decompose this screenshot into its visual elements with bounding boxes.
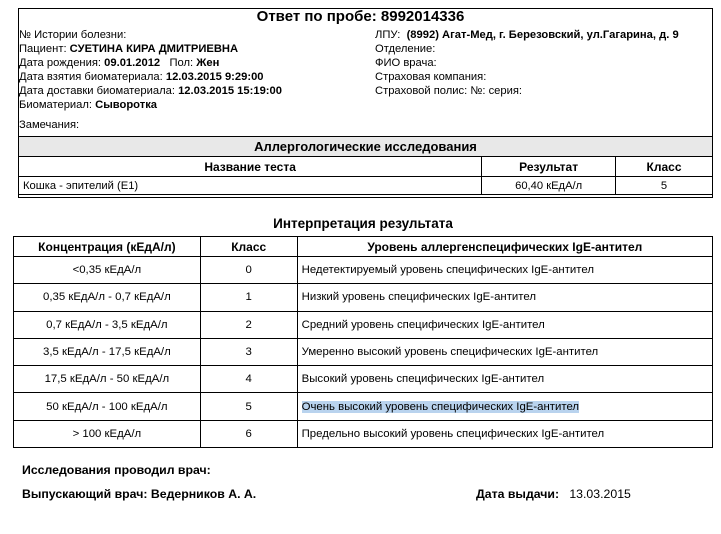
interp-header-class: Класс (200, 237, 297, 257)
history-row (19, 28, 126, 42)
remarks-label: Замечания: (19, 119, 80, 131)
interp-conc: 0,7 кЕдА/л - 3,5 кЕдА/л (14, 311, 201, 338)
policy-label: Страховой полис: №: серия: (375, 85, 523, 97)
deliver-label: Дата доставки биоматериала: (19, 85, 175, 97)
table-row (14, 366, 713, 393)
interp-class: 5 (200, 393, 297, 420)
interp-level: Высокий уровень специфических IgE-антител (297, 366, 712, 393)
policy-row (375, 84, 522, 98)
interp-conc: > 100 кЕдА/л (14, 420, 201, 447)
lpu-label: ЛПУ: (375, 29, 401, 41)
deliver-row (19, 84, 282, 98)
results-header-test: Название теста (19, 157, 482, 177)
results-section-row (19, 137, 713, 157)
dob-label: Дата рождения: (19, 57, 102, 69)
result-test-name: Кошка - эпителий (E1) (19, 177, 482, 195)
dob-row (19, 56, 219, 70)
table-row (14, 338, 713, 365)
interpretation-table (13, 236, 713, 448)
issuing-doctor-row (22, 487, 256, 501)
interp-class: 1 (200, 284, 297, 311)
interp-level: Недетектируемый уровень специфических IgE-антител (297, 257, 712, 284)
interp-conc: <0,35 кЕдА/л (14, 257, 201, 284)
table-row-highlighted (14, 393, 713, 420)
collect-row (19, 70, 264, 84)
performed-by-label: Исследования проводил врач: (22, 463, 211, 477)
issue-date-value: 13.03.2015 (569, 487, 631, 501)
table-row (14, 420, 713, 447)
interp-level: Средний уровень специфических IgE-антител (297, 311, 712, 338)
remarks-row (19, 118, 79, 132)
interpretation-header-row (14, 237, 713, 257)
sex-value: Жен (196, 57, 220, 69)
history-label: № Истории болезни: (19, 29, 127, 41)
doctor-row (375, 56, 437, 70)
interp-level: Предельно высокий уровень специфических IgE-антител (297, 420, 712, 447)
results-table (18, 136, 713, 195)
lpu-value: (8992) Агат-Мед, г. Березовский, ул.Гагарина, д. 9 (406, 29, 679, 41)
table-row (19, 177, 713, 195)
table-row (14, 284, 713, 311)
results-header-result: Результат (482, 157, 616, 177)
patient-name: СУЕТИНА КИРА ДМИТРИЕВНА (69, 43, 239, 55)
interp-class: 2 (200, 311, 297, 338)
interp-conc: 17,5 кЕдА/л - 50 кЕдА/л (14, 366, 201, 393)
biomaterial-row (19, 98, 157, 112)
table-row (14, 257, 713, 284)
result-class: 5 (616, 177, 713, 195)
sex-label: Пол: (169, 57, 194, 69)
issue-date-row (476, 487, 631, 501)
interp-level: Умеренно высокий уровень специфических IgE-антител (297, 338, 712, 365)
interp-class: 4 (200, 366, 297, 393)
lpu-row (375, 28, 679, 42)
patient-row (19, 42, 238, 56)
insurer-label: Страховая компания: (375, 71, 487, 83)
issue-date-label: Дата выдачи: (476, 487, 560, 501)
biomaterial-label: Биоматериал: (19, 99, 93, 111)
results-header-row (19, 157, 713, 177)
table-row (14, 311, 713, 338)
interp-conc: 0,35 кЕдА/л - 0,7 кЕдА/л (14, 284, 201, 311)
result-value: 60,40 кЕдА/л (482, 177, 616, 195)
doctor-label: ФИО врача: (375, 57, 437, 69)
collect-value: 12.03.2015 9:29:00 (165, 71, 264, 83)
deliver-value: 12.03.2015 15:19:00 (178, 85, 282, 97)
dob-value: 09.01.2012 (104, 57, 161, 69)
dept-row (375, 42, 435, 56)
issuing-doctor-value: Ведерников А. А. (150, 487, 257, 501)
dept-label: Отделение: (375, 43, 436, 55)
interp-level-selected-text[interactable]: Очень высокий уровень специфических IgE-антител (301, 400, 580, 413)
collect-label: Дата взятия биоматериала: (19, 71, 163, 83)
interp-level: Низкий уровень специфических IgE-антител (297, 284, 712, 311)
interp-level-cell (297, 393, 712, 420)
interp-header-level: Уровень аллергенспецифических IgE-антител (297, 237, 712, 257)
issuing-doctor-label: Выпускающий врач: (22, 487, 148, 501)
biomaterial-value: Сыворотка (95, 99, 158, 111)
interp-class: 3 (200, 338, 297, 365)
interp-class: 6 (200, 420, 297, 447)
interp-class: 0 (200, 257, 297, 284)
interp-header-conc: Концентрация (кЕдА/л) (14, 237, 201, 257)
insurer-row (375, 70, 486, 84)
interp-conc: 50 кЕдА/л - 100 кЕдА/л (14, 393, 201, 420)
interp-conc: 3,5 кЕдА/л - 17,5 кЕдА/л (14, 338, 201, 365)
results-section-title: Аллергологические исследования (19, 137, 713, 157)
results-header-class: Класс (616, 157, 713, 177)
patient-label: Пациент: (19, 43, 67, 55)
page-title: Ответ по пробе: 8992014336 (256, 8, 465, 25)
interpretation-title: Интерпретация результата (273, 216, 453, 231)
